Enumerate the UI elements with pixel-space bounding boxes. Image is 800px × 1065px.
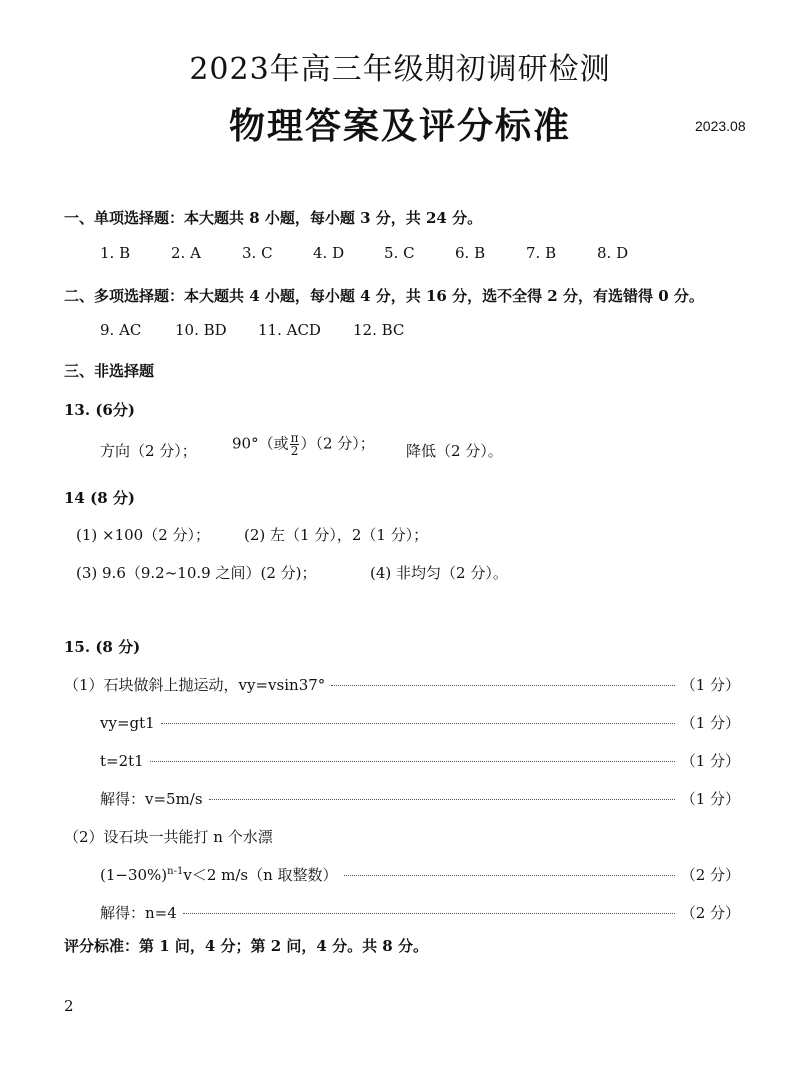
fraction-numerator: π bbox=[290, 431, 299, 445]
q15-step-3-points: （1 分） bbox=[680, 752, 740, 770]
q15-step-4 bbox=[100, 788, 740, 809]
page-number: 2 bbox=[64, 997, 74, 1015]
answer-6: 6. B bbox=[455, 244, 486, 262]
q15-step-2-points: （1 分） bbox=[680, 714, 740, 732]
q13-part3: 降低（2 分）。 bbox=[406, 442, 503, 460]
q15-step-6-text: 解得：n=4 bbox=[100, 904, 177, 922]
q15-step-1-points: （1 分） bbox=[680, 676, 740, 694]
exam-title: 2023年高三年级期初调研检测 bbox=[189, 52, 611, 87]
section2-heading: 二、多项选择题：本大题共 4 小题，每小题 4 分，共 16 分，选不全得 2 分，有选错得 0 分。 bbox=[64, 287, 704, 305]
q15-heading: 15. (8 分) bbox=[64, 638, 141, 656]
answer-10: 10. BD bbox=[175, 321, 227, 339]
q15-step-1 bbox=[64, 674, 740, 695]
dotted-leader bbox=[209, 799, 675, 800]
answer-9: 9. AC bbox=[100, 321, 142, 339]
q15-step-5-text bbox=[100, 864, 338, 885]
fraction-denominator: 2 bbox=[290, 444, 299, 458]
q14-heading: 14 (8 分) bbox=[64, 489, 135, 507]
answer-1: 1. B bbox=[100, 244, 131, 262]
q15-step-5-text-a: (1−30%) bbox=[100, 866, 168, 884]
answer-7: 7. B bbox=[526, 244, 557, 262]
section1-heading: 一、单项选择题：本大题共 8 小题，每小题 3 分，共 24 分。 bbox=[64, 209, 483, 227]
q15-step-4-text: 解得：v=5m/s bbox=[100, 790, 203, 808]
answer-5: 5. C bbox=[384, 244, 415, 262]
q15-step-5 bbox=[100, 864, 740, 885]
dotted-leader bbox=[161, 723, 675, 724]
q15-step-2 bbox=[100, 712, 740, 733]
document-title: 物理答案及评分标准 bbox=[228, 105, 571, 147]
exponent: n-1 bbox=[167, 866, 184, 877]
dotted-leader bbox=[331, 685, 674, 686]
q15-step-3-text: t=2t1 bbox=[100, 752, 144, 770]
q15-step-6-points: （2 分） bbox=[680, 904, 740, 922]
q15-step-2-text: vy=gt1 bbox=[100, 714, 155, 732]
q13-part1: 方向（2 分）； bbox=[100, 442, 197, 460]
answer-2: 2. A bbox=[171, 244, 201, 262]
q15-part2-heading: （2）设石块一共能打 n 个水漂 bbox=[64, 828, 273, 846]
document-date: 2023.08 bbox=[695, 118, 746, 134]
dotted-leader bbox=[344, 875, 675, 876]
answer-12: 12. BC bbox=[353, 321, 405, 339]
q13-heading: 13. (6分) bbox=[64, 401, 135, 419]
q13-part2-prefix: 90°（或 bbox=[232, 434, 289, 453]
q14-answer-3: (3) 9.6（9.2~10.9 之间）(2 分)； bbox=[76, 564, 317, 582]
section3-heading: 三、非选择题 bbox=[64, 362, 155, 380]
q14-answer-4: (4) 非均匀（2 分）。 bbox=[370, 564, 508, 582]
answer-8: 8. D bbox=[597, 244, 629, 262]
q15-step-5-points: （2 分） bbox=[680, 866, 740, 884]
q13-part2-suffix: ）（2 分）； bbox=[300, 434, 375, 453]
q14-answer-1: (1) ×100（2 分）； bbox=[76, 526, 211, 544]
q15-step-6 bbox=[100, 902, 740, 923]
answer-3: 3. C bbox=[242, 244, 273, 262]
q15-step-1-text: （1）石块做斜上抛运动，vy=vsin37° bbox=[64, 676, 326, 694]
dotted-leader bbox=[150, 761, 675, 762]
q13-part2 bbox=[232, 432, 375, 457]
q15-step-5-text-b: v＜2 m/s（n 取整数） bbox=[183, 866, 338, 884]
q15-step-4-points: （1 分） bbox=[680, 790, 740, 808]
pi-over-2-fraction bbox=[290, 432, 300, 457]
answer-11: 11. ACD bbox=[258, 321, 321, 339]
q15-step-3 bbox=[100, 750, 740, 771]
q14-answer-2: (2) 左（1 分），2（1 分）； bbox=[244, 526, 429, 544]
grading-criteria: 评分标准：第 1 问，4 分；第 2 问，4 分。共 8 分。 bbox=[64, 937, 428, 955]
answer-4: 4. D bbox=[313, 244, 345, 262]
dotted-leader bbox=[183, 913, 675, 914]
